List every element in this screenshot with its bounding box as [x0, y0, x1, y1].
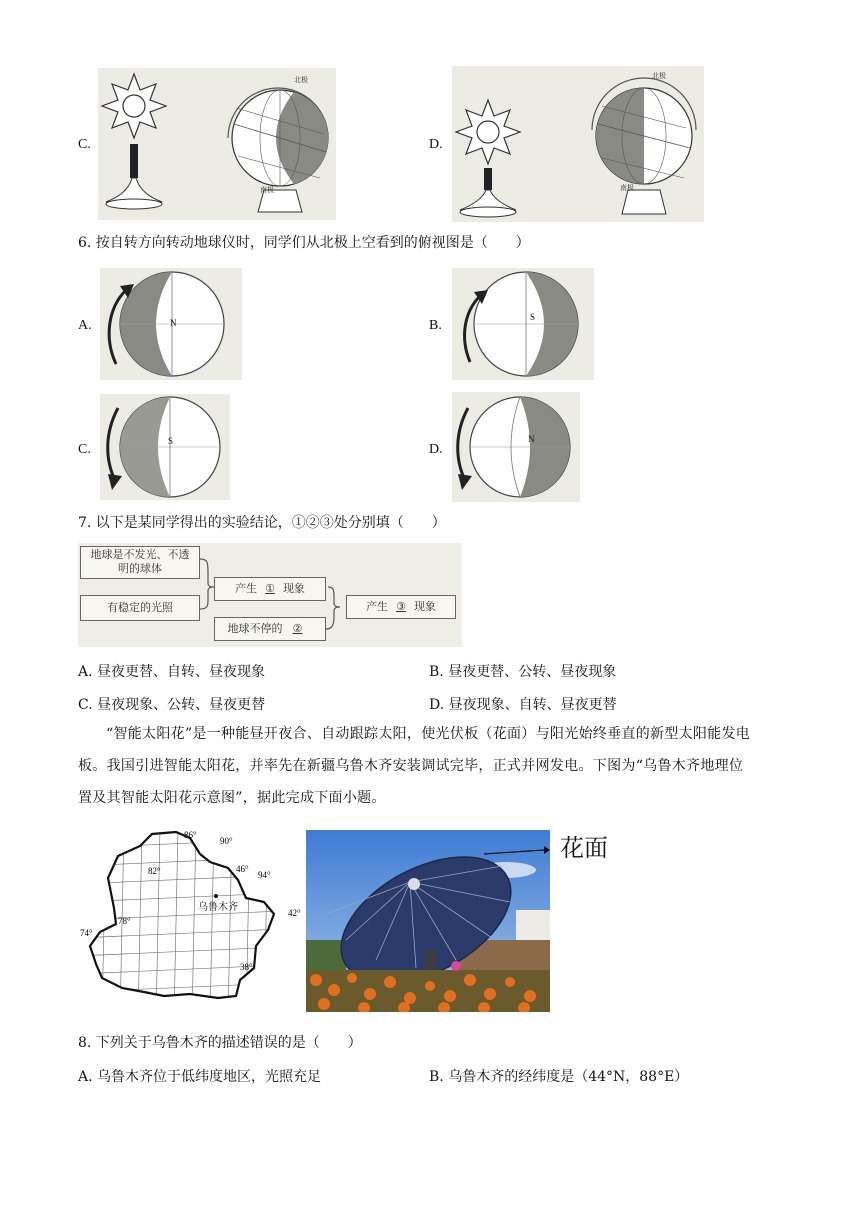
q6-stem: 6. 按自转方向转动地球仪时，同学们从北极上空看到的俯视图是（ ）: [78, 235, 530, 251]
q6-option-a-label: A.: [78, 318, 92, 333]
q6-option-b-figure: [452, 268, 594, 380]
svg-text:N: N: [170, 318, 177, 328]
q8-option-b: B. 乌鲁木齐的经纬度是（44°N，88°E）: [429, 1069, 689, 1085]
svg-text:82°: 82°: [148, 866, 161, 876]
q7-box-blank-3: 产生 ③ 现象: [346, 595, 456, 619]
sun-icon: [102, 74, 166, 138]
q8-stem: 8. 下列关于乌鲁木齐的描述错误的是（ ）: [78, 1035, 362, 1051]
q7-option-b: B. 昼夜更替、公转、昼夜现象: [429, 664, 617, 680]
globe-icon: [228, 88, 328, 212]
svg-text:N: N: [528, 434, 535, 444]
svg-text:94°: 94°: [258, 870, 271, 880]
passage: “智能太阳花”是一种能昼开夜合、自动跟踪太阳，使光伏板（花面）与阳光始终垂直的新型太阳能发电 板。我国引进智能太阳花，并率先在新疆乌鲁木齐安装调试完毕，正式并网发电。下图为“乌鲁木齐地理位 置及其智能太阳花示意图”，据此完成下面小题。: [78, 726, 751, 806]
q6-option-d-figure: [452, 392, 580, 502]
q6-option-c-figure: [100, 394, 230, 500]
sun-icon: [456, 100, 520, 164]
q8-option-a: A. 乌鲁木齐位于低纬度地区，光照充足: [78, 1069, 322, 1085]
svg-text:南极: 南极: [260, 186, 274, 194]
q7-box-blank-1: 产生 ① 现象: [214, 577, 326, 601]
svg-text:南极: 南极: [620, 184, 634, 192]
svg-text:46°: 46°: [236, 864, 249, 874]
q7-diagram: [78, 543, 462, 647]
arrow-icon: [108, 408, 118, 478]
xinjiang-map: [78, 828, 304, 1018]
svg-text:42°: 42°: [288, 908, 301, 918]
q7-box-blank-2: 地球不停的 ②: [214, 617, 326, 641]
svg-text:北极: 北极: [294, 76, 308, 84]
svg-text:北极: 北极: [652, 72, 666, 80]
q5-option-d-label: D.: [429, 137, 443, 152]
svg-text:38°: 38°: [240, 962, 253, 972]
q7-option-c: C. 昼夜现象、公转、昼夜更替: [78, 697, 266, 713]
arrow-icon: [458, 408, 468, 478]
svg-text:86°: 86°: [184, 830, 197, 840]
q7-box-premise-2: 有稳定的光照: [80, 595, 200, 621]
q6-option-d-label: D.: [429, 442, 443, 457]
svg-text:78°: 78°: [118, 916, 131, 926]
smart-sunflower-photo: [306, 830, 550, 1012]
q7-option-a: A. 昼夜更替、自转、昼夜现象: [78, 664, 266, 680]
globe-icon: [592, 78, 696, 214]
q7-option-d: D. 昼夜现象、自转、昼夜更替: [429, 697, 617, 713]
svg-text:S: S: [530, 312, 536, 322]
svg-text:74°: 74°: [80, 928, 93, 938]
q6-option-c-label: C.: [78, 442, 91, 457]
q6-option-a-figure: [100, 268, 242, 380]
q7-box-premise-1: 地球是不发光、不透 明的球体: [80, 546, 200, 579]
q5-option-d-figure: [452, 66, 704, 222]
q7-stem: 7. 以下是某同学得出的实验结论，①②③处分别填（ ）: [78, 515, 446, 531]
svg-text:90°: 90°: [220, 836, 233, 846]
svg-text:S: S: [168, 436, 174, 446]
svg-text:乌鲁木齐: 乌鲁木齐: [198, 902, 238, 913]
q6-option-b-label: B.: [429, 318, 442, 333]
photo-annotation: 花面: [560, 834, 608, 862]
q5-option-c-figure: [98, 68, 336, 220]
q5-option-c-label: C.: [78, 137, 91, 152]
